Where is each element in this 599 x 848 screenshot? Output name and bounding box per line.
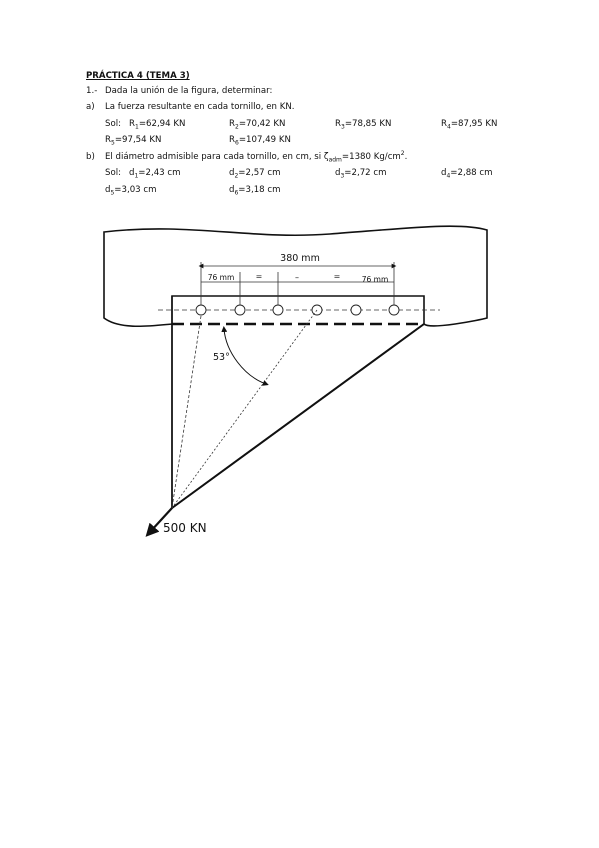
bolt-3 [273,305,283,315]
left-spacing-label: 76 mm [207,273,235,282]
overall-dimension-label: 380 mm [280,253,320,264]
answer-r2: $R_2=70,42$ KN [229,119,286,131]
bolt-6 [389,305,399,315]
bolt-2 [235,305,245,315]
angle-label: 53° [213,352,230,363]
problem-number: 1.- [86,86,98,96]
part-b-letter: b) [86,152,95,162]
problem-statement: Dada la unión de la figura, determinar: [105,86,273,96]
answer-d2: $d_2=2,57$ cm [229,168,281,180]
part-b-question: El diámetro admisible para cada tornillo, en cm, si $\zeta_{adm}=1380$ $Kg/cm^2$. [105,150,408,164]
answer-d6: $d_6=3,18$ cm [229,185,281,197]
bolt-1 [196,305,206,315]
equal-mark-3: = [333,272,341,281]
answer-r3: $R_3=78,85$ KN [335,119,392,131]
answer-d1: $d_1=2,43$ cm [129,168,181,180]
part-a-letter: a) [86,102,95,112]
practice-heading: PRÁCTICA 4 (TEMA 3) [86,71,190,81]
part-b-sol-label: Sol: [105,168,121,178]
part-a-sol-label: Sol: [105,119,121,129]
bolt-5 [351,305,361,315]
load-label: 500 KN [163,521,207,535]
answer-d5: $d_5=3,03$ cm [105,185,157,197]
bracket-plate [172,296,424,508]
answer-d4: $d_4=2,88$ cm [441,168,493,180]
answer-r6: $R_6=107,49$ KN [229,135,291,147]
answer-r4: $R_4=87,95$ KN [441,119,498,131]
equal-mark-1: = [255,272,263,281]
answer-r1: $R_1=62,94$ KN [129,119,186,131]
right-spacing-label: 76 mm [361,275,389,284]
answer-d3: $d_3=2,72$ cm [335,168,387,180]
equal-mark-2: – [295,273,299,282]
part-a-question: La fuerza resultante en cada tornillo, en KN. [105,102,295,112]
answer-r5: $R_5=97,54$ KN [105,135,162,147]
